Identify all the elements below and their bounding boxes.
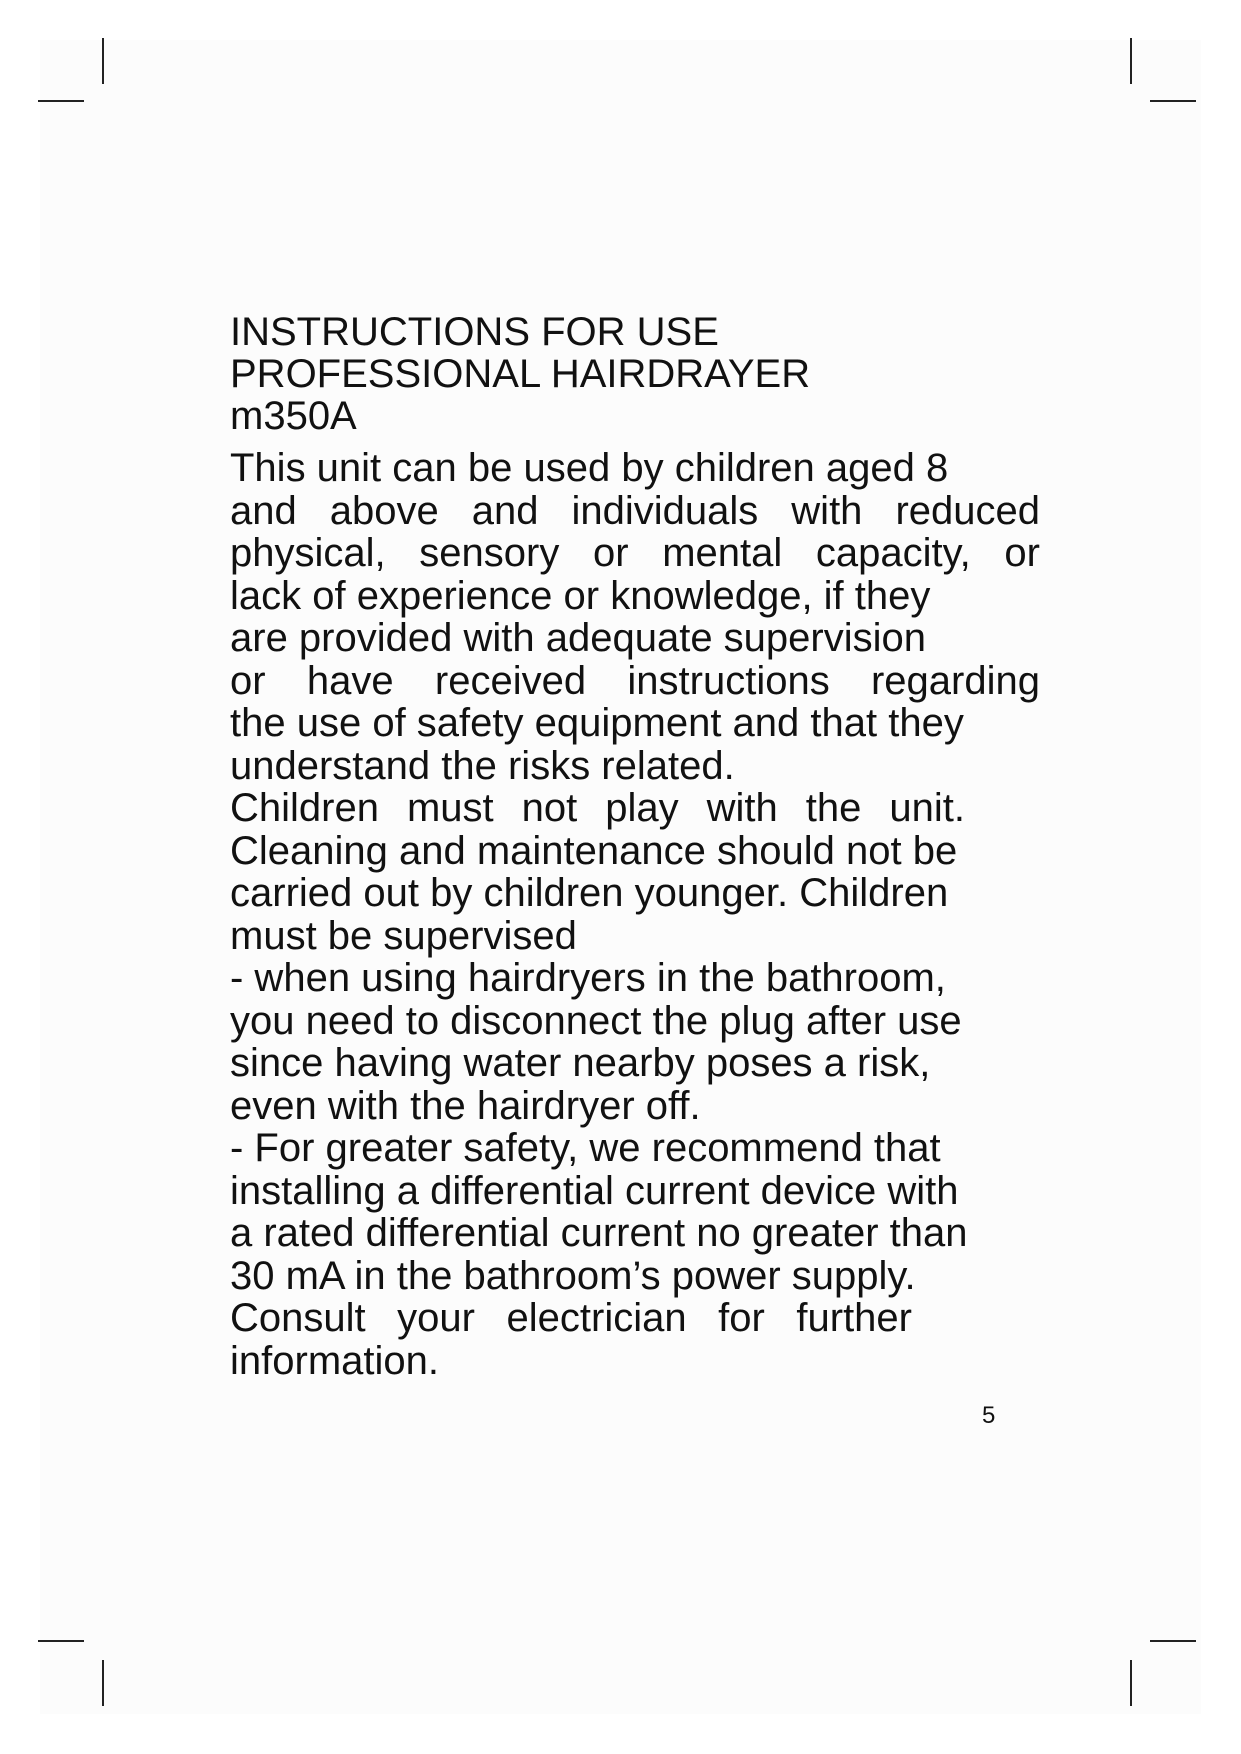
crop-mark-top-right-vertical <box>1130 38 1132 84</box>
body-line: are provided with adequate supervision <box>230 616 926 660</box>
body-line: 30 mA in the bathroom’s power supply. <box>230 1253 916 1298</box>
crop-mark-top-left-horizontal <box>38 100 84 102</box>
crop-mark-bottom-left-horizontal <box>38 1640 84 1642</box>
body-line: - when using hairdryers in the bathroom, <box>230 956 946 1000</box>
crop-mark-bottom-right-horizontal <box>1150 1640 1196 1642</box>
body-line: Children must not play with the unit. <box>230 786 965 830</box>
crop-mark-bottom-right-vertical <box>1130 1660 1132 1706</box>
body-line: Cleaning and maintenance should not be <box>230 828 958 873</box>
page-number: 5 <box>982 1402 996 1429</box>
title-line: PROFESSIONAL HAIRDRAYER <box>230 352 811 396</box>
body-line: since having water nearby poses a risk, <box>230 1041 931 1085</box>
body-line: carried out by children younger. Children <box>230 871 949 915</box>
crop-mark-top-left-vertical <box>102 38 104 84</box>
body-line: information. <box>230 1338 439 1383</box>
body-line: Consult your electrician for further <box>230 1296 912 1340</box>
body-line: must be supervised <box>230 913 577 958</box>
title-line: INSTRUCTIONS FOR USE <box>230 310 719 354</box>
crop-mark-bottom-left-vertical <box>102 1660 104 1706</box>
body-line: or have received instructions regarding <box>230 658 1040 703</box>
body-line: understand the risks related. <box>230 743 735 788</box>
body-line: even with the hairdryer off. <box>230 1083 701 1128</box>
body-line: installing a differential current device with <box>230 1168 959 1213</box>
document-title <box>230 311 1040 437</box>
title-line: m350A <box>230 394 357 438</box>
body-line: This unit can be used by children aged 8 <box>230 446 949 490</box>
body-line: a rated differential current no greater than <box>230 1211 968 1255</box>
body-line: - For greater safety, we recommend that <box>230 1126 941 1170</box>
body-line: lack of experience or knowledge, if they <box>230 573 931 618</box>
body-line: the use of safety equipment and that they <box>230 701 964 745</box>
document-content <box>230 311 1040 1382</box>
body-line: and above and individuals with reduced <box>230 488 1040 533</box>
instructions-body <box>230 447 1040 1382</box>
crop-mark-top-right-horizontal <box>1150 100 1196 102</box>
body-line: you need to disconnect the plug after use <box>230 998 962 1043</box>
body-line: physical, sensory or mental capacity, or <box>230 531 1040 575</box>
